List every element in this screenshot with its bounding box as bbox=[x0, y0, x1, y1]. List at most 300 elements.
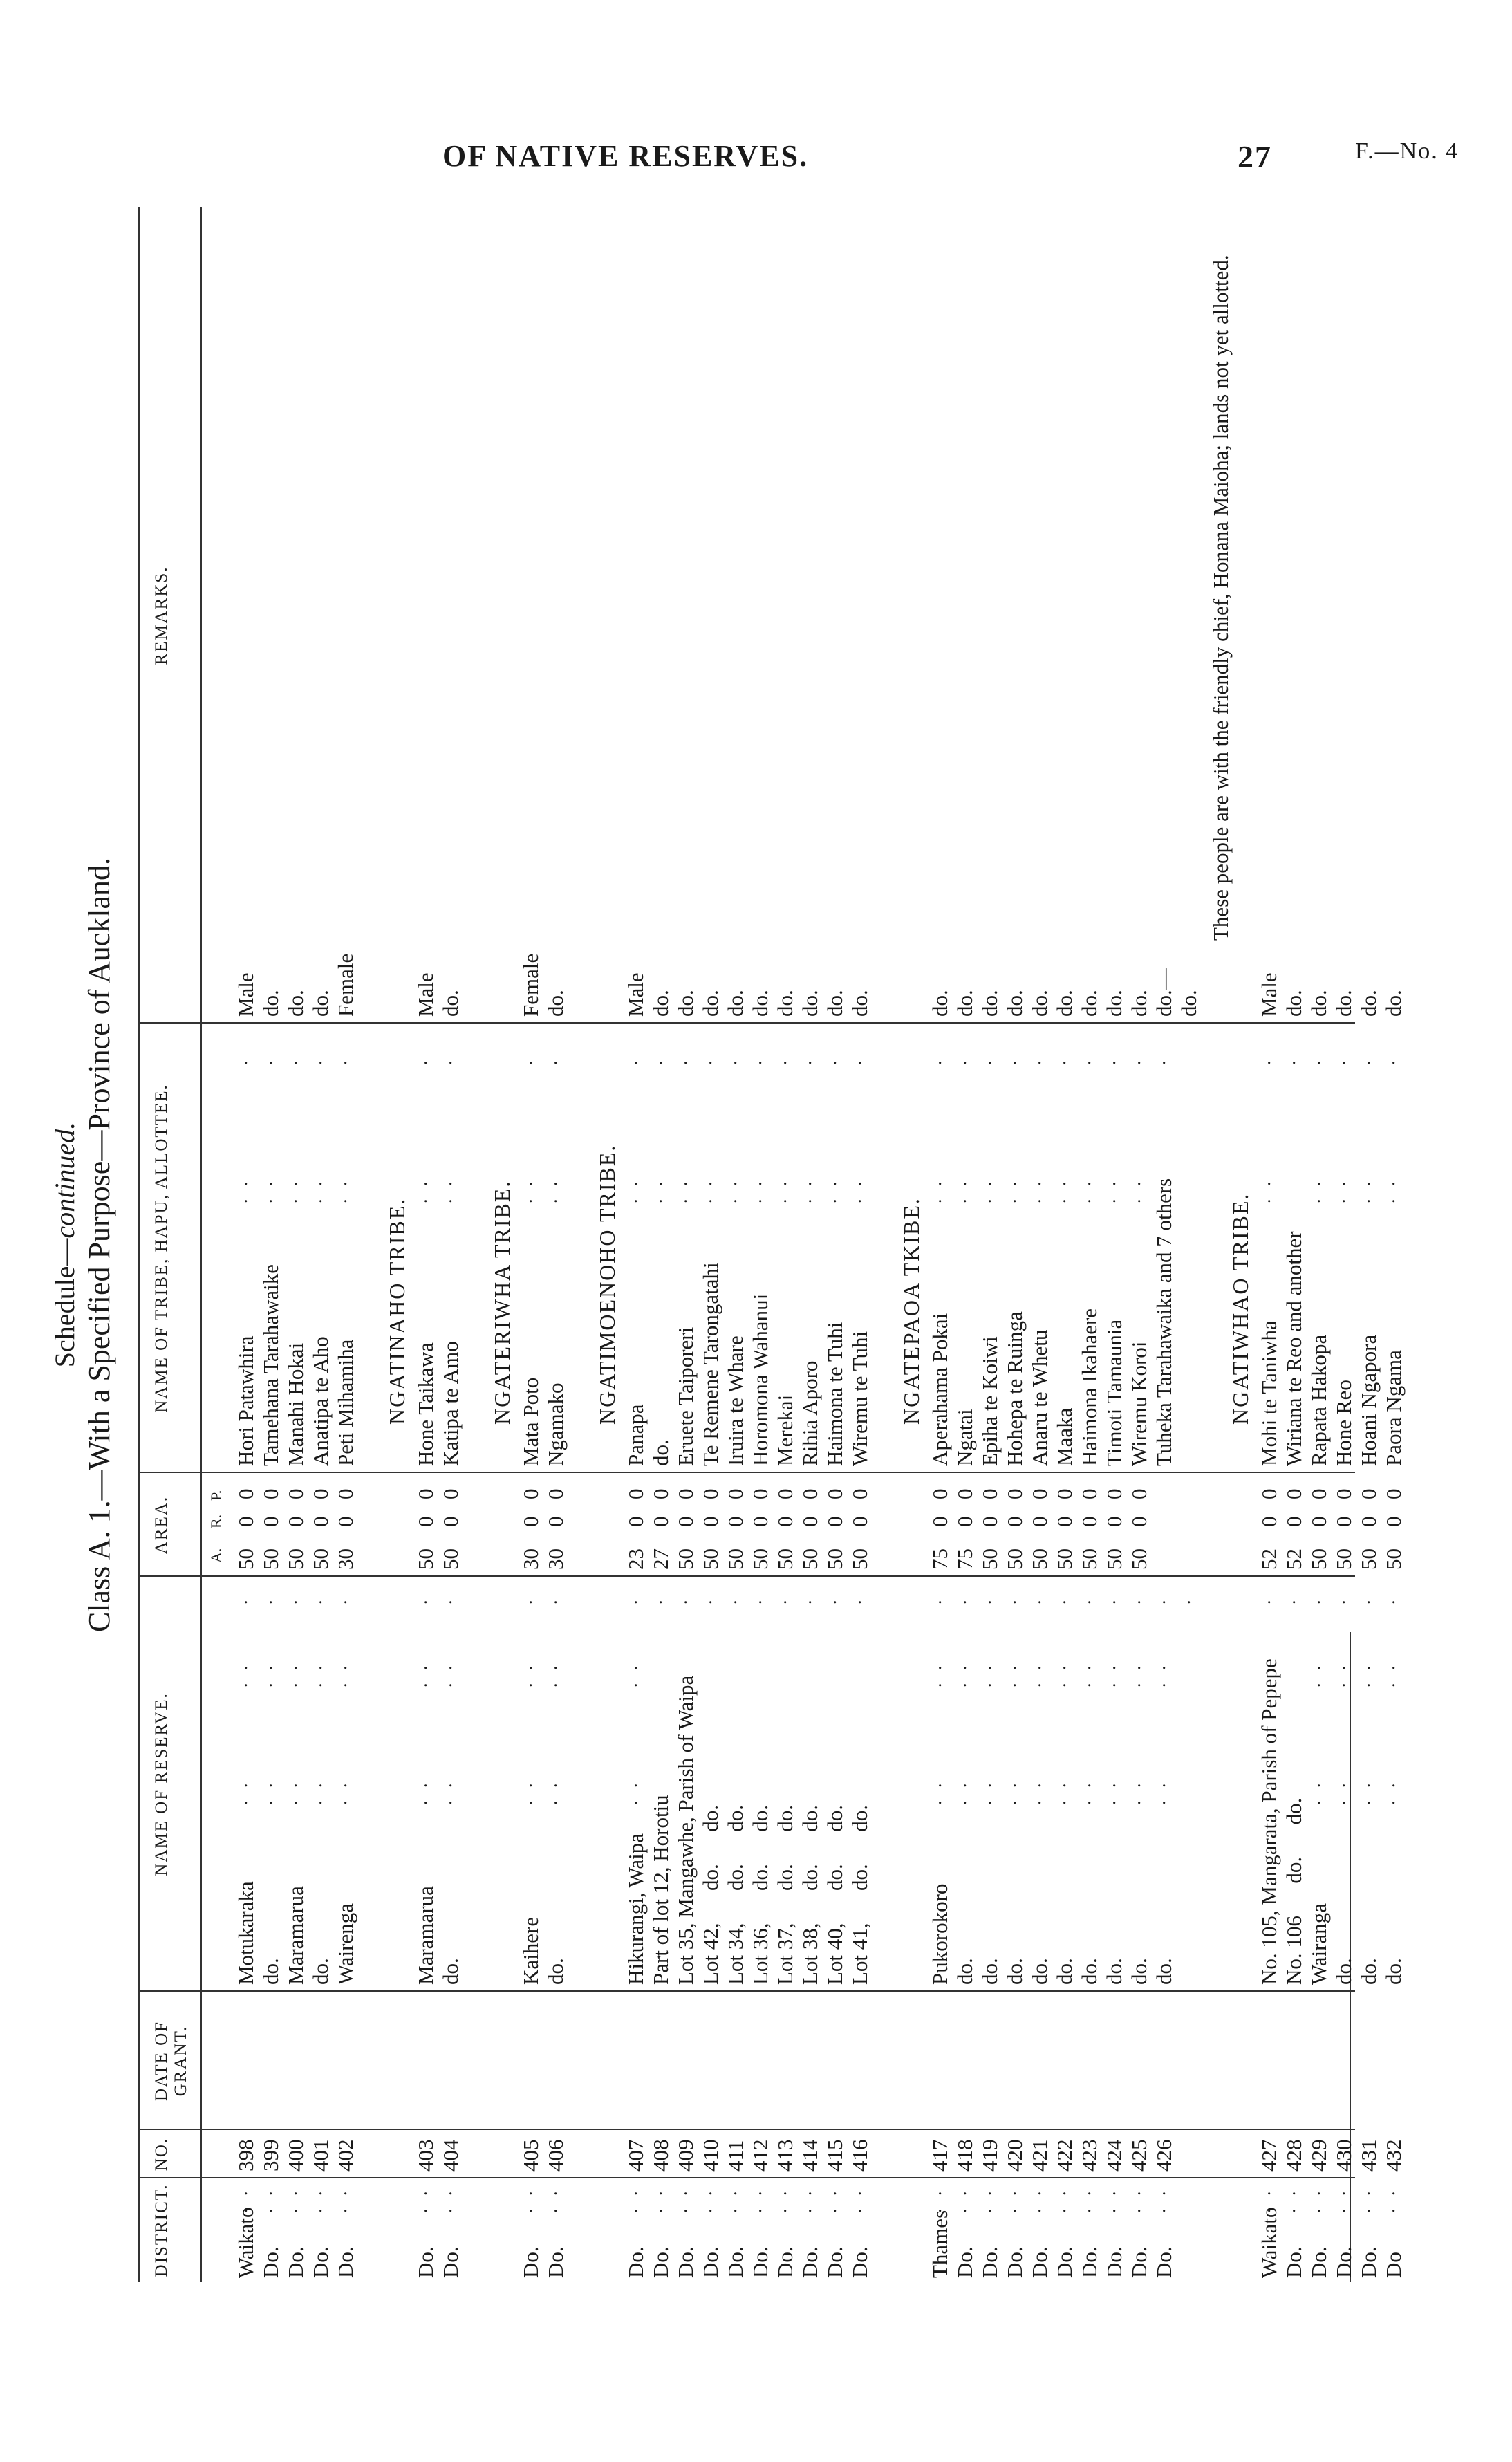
leader-dots: . . bbox=[1149, 1661, 1169, 1687]
leader-dots: . bbox=[516, 1595, 536, 1604]
allottee-cell: Anatipa te Aho bbox=[308, 1336, 333, 1466]
sex-cell: do. bbox=[283, 990, 308, 1017]
sex-cell: do. bbox=[823, 990, 847, 1017]
area-perches-head: P. bbox=[207, 1490, 225, 1501]
allottee-cell: Hone Reo bbox=[1332, 1380, 1356, 1466]
leader-dots: . . bbox=[975, 1779, 995, 1805]
leader-dots: . . bbox=[925, 2187, 945, 2213]
leader-dots: . . bbox=[621, 1779, 641, 1805]
reserve-name-cell: do. bbox=[1052, 1958, 1076, 1985]
leader-dots: . bbox=[745, 1056, 765, 1065]
grant-number-cell: 398 bbox=[234, 2139, 258, 2172]
reserve-name-cell: do. bbox=[1077, 1958, 1101, 1985]
leader-dots: . bbox=[720, 1595, 740, 1604]
leader-dots: . . bbox=[1254, 1177, 1274, 1203]
allottee-cell: Hone Taikawa bbox=[413, 1342, 438, 1466]
district-cell: Do. bbox=[1356, 2246, 1381, 2278]
leader-dots: . . bbox=[411, 2187, 431, 2213]
leader-dots: . . bbox=[436, 1661, 456, 1687]
leader-dots: . . bbox=[1279, 2187, 1299, 2213]
reserve-name-cell: Maramarua bbox=[413, 1886, 438, 1985]
area-acres-cell: 50 bbox=[1052, 1548, 1076, 1570]
area-acres-cell: 50 bbox=[1077, 1548, 1101, 1570]
leader-dots: . . bbox=[671, 1177, 691, 1203]
area-roods-cell: 0 bbox=[848, 1516, 872, 1527]
leader-dots: . . bbox=[330, 2187, 351, 2213]
area-perches-cell: 0 bbox=[259, 1488, 283, 1499]
leader-dots: . bbox=[411, 1056, 431, 1065]
reserve-name-cell: Lot 37, do. do. bbox=[773, 1804, 797, 1985]
area-perches-cell: 0 bbox=[624, 1488, 648, 1499]
leader-dots: . bbox=[1124, 1595, 1144, 1604]
tribe-heading: NGATERIWHA TRIBE. bbox=[489, 1180, 514, 1425]
grant-number-cell: 412 bbox=[748, 2139, 772, 2172]
page-number: 27 bbox=[1238, 139, 1272, 174]
leader-dots: . . bbox=[1049, 1779, 1070, 1805]
leader-dots: . . bbox=[1074, 1177, 1094, 1203]
area-perches-cell: 0 bbox=[1332, 1488, 1356, 1499]
leader-dots: . . bbox=[820, 1177, 840, 1203]
reserve-name-cell: Part of lot 12, Horotiu bbox=[648, 1795, 673, 1985]
district-cell: Do. bbox=[283, 2246, 308, 2278]
leader-dots: . . bbox=[411, 1779, 431, 1805]
leader-dots: . bbox=[745, 1595, 765, 1604]
leader-dots: . . bbox=[1149, 2187, 1169, 2213]
leader-dots: . bbox=[646, 1595, 666, 1604]
district-cell: Do. bbox=[1002, 2246, 1027, 2278]
leader-dots: . . bbox=[925, 1779, 945, 1805]
area-roods-head: R. bbox=[207, 1514, 225, 1528]
district-cell: Do. bbox=[519, 2246, 543, 2278]
grant-number-cell: 428 bbox=[1282, 2139, 1306, 2172]
reserve-name-cell: do. bbox=[1356, 1958, 1381, 1985]
allottee-cell: Katipa te Amo bbox=[438, 1341, 463, 1466]
col-remarks: REMARKS. bbox=[152, 566, 171, 665]
area-acres-cell: 50 bbox=[1127, 1548, 1151, 1570]
area-acres-cell: 27 bbox=[648, 1548, 673, 1570]
leader-dots: . . bbox=[231, 2187, 251, 2213]
leader-dots: . bbox=[950, 1056, 970, 1065]
leader-dots: . bbox=[436, 1056, 456, 1065]
reserve-name-cell: Pukorokoro bbox=[928, 1883, 952, 1985]
reserve-name-cell: No. 105, Mangarata, Parish of Pepepe bbox=[1257, 1658, 1281, 1985]
area-acres-cell: 75 bbox=[953, 1548, 977, 1570]
reserve-name-cell: do. bbox=[1152, 1958, 1176, 1985]
leader-dots: . . bbox=[256, 1661, 276, 1687]
leader-dots: . . bbox=[330, 1661, 351, 1687]
allottee-cell: Horomona Wahanui bbox=[748, 1293, 772, 1466]
leader-dots: . . bbox=[795, 2187, 815, 2213]
leader-dots: . . bbox=[1379, 1177, 1399, 1203]
leader-dots: . bbox=[1254, 1056, 1274, 1065]
leader-dots: . . bbox=[281, 1779, 301, 1805]
col-no: NO. bbox=[152, 2137, 171, 2172]
area-acres-cell: 50 bbox=[1332, 1548, 1356, 1570]
grant-number-cell: 429 bbox=[1307, 2139, 1331, 2172]
grant-number-cell: 421 bbox=[1027, 2139, 1052, 2172]
area-perches-cell: 0 bbox=[773, 1488, 797, 1499]
leader-dots: . bbox=[1124, 1056, 1144, 1065]
leader-dots: . . bbox=[256, 2187, 276, 2213]
reserve-name-cell: Hikurangi, Waipa bbox=[624, 1833, 648, 1985]
reserve-name-cell: Lot 34, do. do. bbox=[723, 1804, 747, 1985]
sex-cell: do. bbox=[1332, 990, 1356, 1017]
leader-dots: . . bbox=[1379, 1779, 1399, 1805]
leader-dots: . bbox=[975, 1595, 995, 1604]
grant-number-cell: 411 bbox=[723, 2140, 747, 2172]
leader-dots: . bbox=[281, 1595, 301, 1604]
area-perches-cell: 0 bbox=[519, 1488, 543, 1499]
leader-dots: . bbox=[281, 1056, 301, 1065]
leader-dots: . . bbox=[1329, 1661, 1349, 1687]
area-acres-cell: 50 bbox=[773, 1548, 797, 1570]
grant-number-cell: 408 bbox=[648, 2139, 673, 2172]
area-roods-cell: 0 bbox=[1127, 1516, 1151, 1527]
grant-number-cell: 418 bbox=[953, 2139, 977, 2172]
schedule-continued: continued. bbox=[49, 1122, 80, 1239]
schedule-label: Schedule— bbox=[49, 1238, 80, 1368]
leader-dots: . bbox=[1304, 1595, 1324, 1604]
area-acres-cell: 30 bbox=[519, 1548, 543, 1570]
reserve-name-cell: Wairenga bbox=[333, 1903, 357, 1985]
area-acres-head: A. bbox=[207, 1548, 225, 1563]
sex-cell: do. bbox=[798, 990, 822, 1017]
area-perches-cell: 0 bbox=[723, 1488, 747, 1499]
area-perches-cell: 0 bbox=[748, 1488, 772, 1499]
area-roods-cell: 0 bbox=[1102, 1516, 1126, 1527]
reserve-name-cell: do. bbox=[978, 1958, 1002, 1985]
grant-number-cell: 420 bbox=[1002, 2139, 1027, 2172]
reserve-name-cell: do. bbox=[1381, 1958, 1406, 1985]
leader-dots: . . bbox=[411, 1661, 431, 1687]
area-acres-cell: 50 bbox=[848, 1548, 872, 1570]
leader-dots: . bbox=[1329, 1595, 1349, 1604]
allottee-cell: Mohi te Taniwha bbox=[1257, 1320, 1281, 1466]
district-cell: Do. bbox=[1052, 2246, 1076, 2278]
leader-dots: . . bbox=[281, 2187, 301, 2213]
leader-dots: . bbox=[1049, 1056, 1070, 1065]
leader-dots: . . bbox=[1124, 1177, 1144, 1203]
leader-dots: . . bbox=[1074, 2187, 1094, 2213]
area-perches-cell: 0 bbox=[1257, 1488, 1281, 1499]
leader-dots: . bbox=[231, 1595, 251, 1604]
sex-cell: do. bbox=[1052, 990, 1076, 1017]
area-perches-cell: 0 bbox=[798, 1488, 822, 1499]
leader-dots: . bbox=[306, 1595, 326, 1604]
leader-dots: . . bbox=[845, 2187, 865, 2213]
area-perches-cell: 0 bbox=[1002, 1488, 1027, 1499]
area-perches-cell: 0 bbox=[978, 1488, 1002, 1499]
area-roods-cell: 0 bbox=[723, 1516, 747, 1527]
reserve-name-cell: Lot 38, do. do. bbox=[798, 1804, 822, 1985]
leader-dots: . bbox=[411, 1595, 431, 1604]
leader-dots: . bbox=[925, 1056, 945, 1065]
page-header-title: OF NATIVE RESERVES. bbox=[442, 139, 809, 173]
leader-dots: . bbox=[950, 1595, 970, 1604]
grant-number-cell: 417 bbox=[928, 2139, 952, 2172]
leader-dots: . . bbox=[1099, 2187, 1119, 2213]
leader-dots: . . bbox=[646, 2187, 666, 2213]
allottee-cell: Hori Patawhira bbox=[234, 1335, 258, 1466]
col-divider bbox=[138, 2129, 1355, 2130]
grant-number-cell: 400 bbox=[283, 2139, 308, 2172]
leader-dots: . . bbox=[1000, 2187, 1020, 2213]
area-roods-cell: 0 bbox=[543, 1516, 568, 1527]
sex-cell: Female bbox=[519, 953, 543, 1017]
sex-cell: do. bbox=[648, 990, 673, 1017]
leader-dots: . bbox=[845, 1595, 865, 1604]
leader-dots: . . bbox=[1254, 2187, 1274, 2213]
area-roods-cell: 0 bbox=[648, 1516, 673, 1527]
district-cell: Do. bbox=[438, 2246, 463, 2278]
reserve-name-cell: Lot 35, Mangawhe, Parish of Waipa bbox=[673, 1675, 698, 1985]
leader-dots: . . bbox=[950, 2187, 970, 2213]
leader-dots: . . bbox=[231, 1661, 251, 1687]
leader-dots: . bbox=[1354, 1056, 1374, 1065]
area-roods-cell: 0 bbox=[519, 1516, 543, 1527]
area-roods-cell: 0 bbox=[1052, 1516, 1076, 1527]
sex-cell: Male bbox=[413, 972, 438, 1017]
leader-dots: . bbox=[1379, 1595, 1399, 1604]
district-cell: Do. bbox=[543, 2246, 568, 2278]
leader-dots: . . bbox=[1000, 1779, 1020, 1805]
area-perches-cell: 0 bbox=[1307, 1488, 1331, 1499]
leader-dots: . . bbox=[306, 2187, 326, 2213]
sex-cell: do. bbox=[928, 990, 952, 1017]
area-perches-cell: 0 bbox=[543, 1488, 568, 1499]
area-acres-cell: 50 bbox=[438, 1548, 463, 1570]
leader-dots: . bbox=[1074, 1056, 1094, 1065]
sex-cell: Male bbox=[624, 972, 648, 1017]
grant-number-cell: 422 bbox=[1052, 2139, 1076, 2172]
leader-dots: . bbox=[1000, 1595, 1020, 1604]
sex-cell: do. bbox=[1077, 990, 1101, 1017]
col-area: AREA. bbox=[152, 1495, 171, 1555]
area-perches-cell: 0 bbox=[1127, 1488, 1151, 1499]
leader-dots: . . bbox=[541, 1779, 561, 1805]
tribe-heading: NGATINAHO TRIBE. bbox=[384, 1197, 409, 1425]
leader-dots: . . bbox=[1354, 1177, 1374, 1203]
grant-number-cell: 403 bbox=[413, 2139, 438, 2172]
allottee-cell: Hoani Ngapora bbox=[1356, 1334, 1381, 1466]
allottee-cell: Te Remene Tarongatahi bbox=[698, 1262, 722, 1466]
area-roods-cell: 0 bbox=[748, 1516, 772, 1527]
leader-dots: . . bbox=[516, 2187, 536, 2213]
reserve-name-cell: do. bbox=[438, 1958, 463, 1985]
sex-cell: do. bbox=[1307, 990, 1331, 1017]
grant-number-cell: 416 bbox=[848, 2139, 872, 2172]
allottee-cell: Mata Poto bbox=[519, 1377, 543, 1466]
district-cell: Do. bbox=[1152, 2246, 1176, 2278]
allottee-cell: Aperahama Pokai bbox=[928, 1313, 952, 1466]
leader-dots: . . bbox=[925, 1177, 945, 1203]
district-cell: Do. bbox=[1077, 2246, 1101, 2278]
sex-cell: do. bbox=[543, 990, 568, 1017]
reserve-name-cell: Lot 36, do. do. bbox=[748, 1804, 772, 1985]
area-acres-cell: 50 bbox=[1381, 1548, 1406, 1570]
leader-dots: . . bbox=[1329, 1177, 1349, 1203]
leader-dots: . bbox=[671, 1056, 691, 1065]
sex-cell: do. bbox=[308, 990, 333, 1017]
reserve-name-cell: Motukaraka bbox=[234, 1881, 258, 1985]
district-cell: Do. bbox=[1307, 2246, 1331, 2278]
leader-dots: . . bbox=[306, 1177, 326, 1203]
area-acres-cell: 50 bbox=[748, 1548, 772, 1570]
leader-dots: . bbox=[306, 1056, 326, 1065]
leader-dots: . bbox=[256, 1595, 276, 1604]
leader-dots: . bbox=[516, 1056, 536, 1065]
leader-dots: . bbox=[1049, 1595, 1070, 1604]
area-perches-cell: 0 bbox=[823, 1488, 847, 1499]
sex-cell: do. bbox=[1102, 990, 1126, 1017]
leader-dots: . bbox=[1304, 1056, 1324, 1065]
leader-dots: . bbox=[330, 1056, 351, 1065]
leader-dots: . . bbox=[436, 1177, 456, 1203]
reserve-name-cell: do. bbox=[1127, 1958, 1151, 1985]
district-cell: Do. bbox=[648, 2246, 673, 2278]
class-caption: Class A. 1.—With a Specified Purpose—Province of Auckland. bbox=[82, 857, 116, 1633]
reserve-name-cell: do. bbox=[259, 1958, 283, 1985]
area-roods-cell: 0 bbox=[624, 1516, 648, 1527]
leader-dots: . bbox=[621, 1595, 641, 1604]
area-acres-cell: 50 bbox=[723, 1548, 747, 1570]
leader-dots: . bbox=[925, 1595, 945, 1604]
area-acres-cell: 50 bbox=[1027, 1548, 1052, 1570]
leader-dots: . bbox=[1099, 1056, 1119, 1065]
leader-dots: . . bbox=[1329, 2187, 1349, 2213]
reserve-name-cell: do. bbox=[1102, 1958, 1126, 1985]
area-acres-cell: 50 bbox=[1356, 1548, 1381, 1570]
grant-number-cell: 401 bbox=[308, 2139, 333, 2172]
allottee-cell: Haimona Ikahaere bbox=[1077, 1308, 1101, 1466]
leader-dots: . . bbox=[1025, 2187, 1045, 2213]
leader-dots: . . bbox=[745, 1177, 765, 1203]
area-acres-cell: 50 bbox=[413, 1548, 438, 1570]
reserve-name-cell: Wairanga bbox=[1307, 1903, 1331, 1985]
leader-dots: . . bbox=[541, 1661, 561, 1687]
tribe-heading: NGATIMOENOHO TRIBE. bbox=[595, 1144, 619, 1425]
leader-dots: . . bbox=[745, 2187, 765, 2213]
district-cell: Do. bbox=[823, 2246, 847, 2278]
leader-dots: . . bbox=[696, 2187, 716, 2213]
leader-dots: . . bbox=[306, 1779, 326, 1805]
leader-dots: . . bbox=[306, 1661, 326, 1687]
grant-number-cell: 413 bbox=[773, 2139, 797, 2172]
sex-cell: do. bbox=[978, 990, 1002, 1017]
area-roods-cell: 0 bbox=[1002, 1516, 1027, 1527]
leader-dots: . . bbox=[1074, 1779, 1094, 1805]
area-perches-cell: 0 bbox=[698, 1488, 722, 1499]
leader-dots: . bbox=[1254, 1595, 1274, 1604]
leader-dots: . . bbox=[795, 1177, 815, 1203]
allottee-cell: do. bbox=[648, 1439, 673, 1466]
leader-dots: . . bbox=[541, 2187, 561, 2213]
area-roods-cell: 0 bbox=[1027, 1516, 1052, 1527]
reserve-name-cell: do. bbox=[953, 1958, 977, 1985]
district-cell: Do. bbox=[698, 2246, 722, 2278]
district-cell: Do. bbox=[1027, 2246, 1052, 2278]
leader-dots: . . bbox=[646, 1177, 666, 1203]
district-cell: Do. bbox=[978, 2246, 1002, 2278]
allottee-cell: Tuheka Tarahawaika and 7 others bbox=[1152, 1178, 1176, 1466]
area-acres-cell: 75 bbox=[928, 1548, 952, 1570]
leader-dots: . bbox=[671, 1595, 691, 1604]
leader-dots: . bbox=[621, 1056, 641, 1065]
leader-dots: . . bbox=[541, 1177, 561, 1203]
district-cell: Do. bbox=[1282, 2246, 1306, 2278]
allottee-cell: Panapa bbox=[624, 1404, 648, 1466]
table-top-rule bbox=[138, 207, 140, 2282]
leader-dots: . bbox=[975, 1056, 995, 1065]
leader-dots: . bbox=[795, 1056, 815, 1065]
leader-dots: . . bbox=[1099, 1177, 1119, 1203]
district-cell: Waikato bbox=[1257, 2207, 1281, 2278]
grant-number-cell: 427 bbox=[1257, 2139, 1281, 2172]
area-acres-cell: 52 bbox=[1282, 1548, 1306, 1570]
area-roods-cell: 0 bbox=[1282, 1516, 1306, 1527]
area-roods-cell: 0 bbox=[773, 1516, 797, 1527]
reserve-name-cell: Lot 40, do. do. bbox=[823, 1804, 847, 1985]
leader-dots: . bbox=[1025, 1595, 1045, 1604]
leader-dots: . . bbox=[925, 1661, 945, 1687]
leader-dots: . . bbox=[621, 2187, 641, 2213]
sex-cell: do. bbox=[698, 990, 722, 1017]
leader-dots: . . bbox=[770, 1177, 790, 1203]
area-perches-cell: 0 bbox=[234, 1488, 258, 1499]
col-district: DISTRICT. bbox=[152, 2183, 171, 2277]
area-roods-cell: 0 bbox=[1332, 1516, 1356, 1527]
leader-dots: . bbox=[436, 1595, 456, 1604]
reserve-name-cell: No. 106 do. do. bbox=[1282, 1797, 1306, 1985]
area-acres-cell: 50 bbox=[1307, 1548, 1331, 1570]
sex-cell: do. bbox=[953, 990, 977, 1017]
leader-dots: . . bbox=[1304, 2187, 1324, 2213]
leader-dots: . . bbox=[696, 1177, 716, 1203]
area-perches-cell: 0 bbox=[1356, 1488, 1381, 1499]
reserve-name-cell: do. bbox=[308, 1958, 333, 1985]
area-acres-cell: 30 bbox=[543, 1548, 568, 1570]
area-perches-cell: 0 bbox=[333, 1488, 357, 1499]
leader-dots: . bbox=[1379, 1056, 1399, 1065]
allottee-cell: Wiremu te Tuhi bbox=[848, 1331, 872, 1466]
area-roods-cell: 0 bbox=[798, 1516, 822, 1527]
leader-dots: . bbox=[795, 1595, 815, 1604]
leader-dots: . bbox=[820, 1056, 840, 1065]
bottom-rule bbox=[1350, 1632, 1351, 2282]
sex-cell: do. bbox=[259, 990, 283, 1017]
sex-cell: do. bbox=[438, 990, 463, 1017]
rotated-schedule bbox=[48, 207, 1406, 2282]
remarks-note: These people are with the friendly chief, Honana Maioha; lands not yet allotted. bbox=[1208, 254, 1233, 941]
col-allottee: NAME OF TRIBE, HAPU, ALLOTTEE. bbox=[152, 1084, 171, 1413]
leader-dots: . . bbox=[975, 1661, 995, 1687]
district-cell: Do bbox=[1381, 2252, 1406, 2278]
leader-dots: . . bbox=[770, 2187, 790, 2213]
leader-dots: . . bbox=[1049, 1661, 1070, 1687]
leader-dots: . bbox=[1329, 1056, 1349, 1065]
area-perches-cell: 0 bbox=[1052, 1488, 1076, 1499]
area-perches-cell: 0 bbox=[283, 1488, 308, 1499]
sex-cell: do.— bbox=[1152, 968, 1176, 1017]
allottee-cell: Maaka bbox=[1052, 1407, 1076, 1466]
area-acres-cell: 50 bbox=[308, 1548, 333, 1570]
reserve-name-cell: Kaihere bbox=[519, 1916, 543, 1985]
sex-cell: do. bbox=[1177, 990, 1201, 1017]
area-roods-cell: 0 bbox=[413, 1516, 438, 1527]
district-cell: Do. bbox=[773, 2246, 797, 2278]
col-divider bbox=[138, 1022, 1355, 1024]
grant-number-cell: 430 bbox=[1332, 2139, 1356, 2172]
